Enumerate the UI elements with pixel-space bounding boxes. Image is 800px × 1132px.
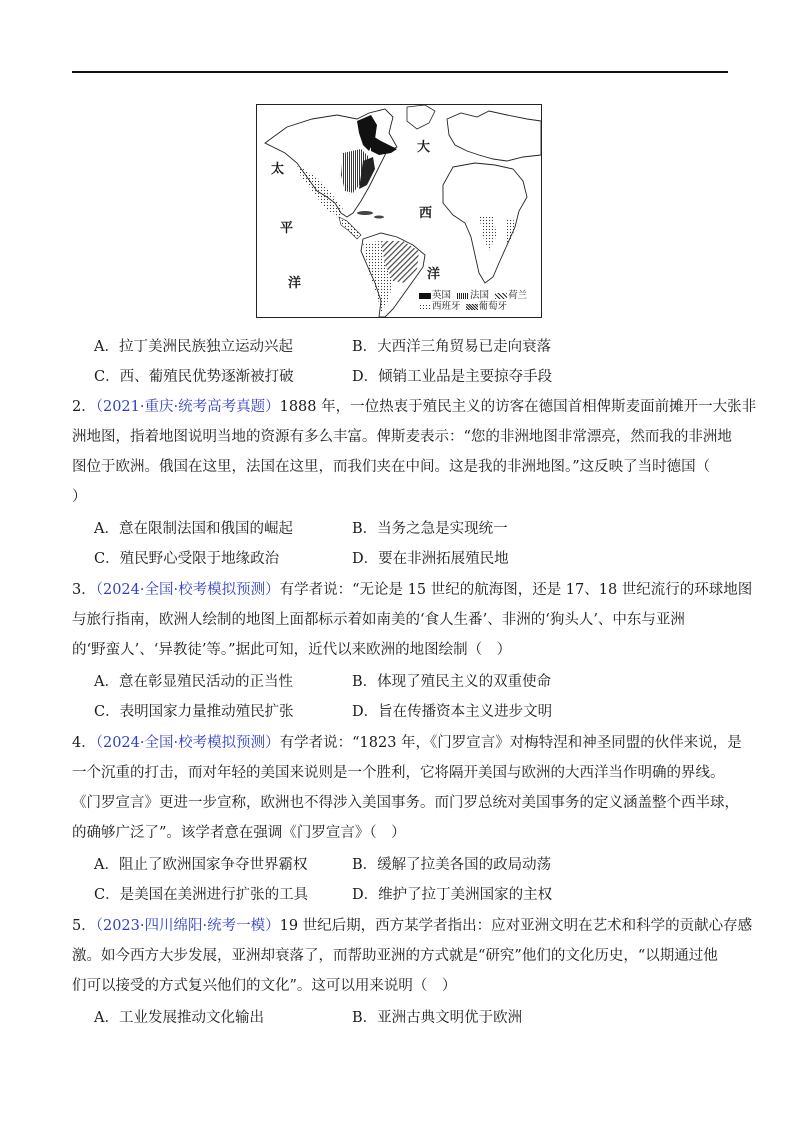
q5-option-a: A．工业发展推动文化输出	[94, 1010, 264, 1026]
q4-option-b: B．缓解了拉美各国的政局动荡	[352, 857, 552, 873]
q4-option-a: A．阻止了欧洲国家争夺世界霸权	[94, 857, 308, 873]
q2-line-4: ）	[72, 489, 87, 505]
q2-text-1: 1888 年，一位热衷于殖民主义的访客在德国首相俾斯麦面前摊开一大张非	[279, 399, 757, 415]
legend-swatch-portugal	[466, 304, 478, 310]
q1-option-d: D．倾销工业品是主要掠夺手段	[352, 369, 553, 385]
legend-france: 法国	[470, 290, 490, 301]
map-label-pacific-1: 太	[271, 162, 285, 177]
header-rule	[72, 71, 728, 73]
q2-option-b: B．当务之急是实现统一	[352, 521, 508, 537]
q4-option-c: C．是美国在美洲进行扩张的工具	[94, 887, 309, 903]
q3-option-b: B．体现了殖民主义的双重使命	[352, 674, 552, 690]
legend-portugal: 葡萄牙	[478, 301, 508, 312]
q5-line-2: 激。如今西方大步发展，亚洲却衰落了，而帮助亚洲的方式就是“研究”他们的文化历史，“以期通过他	[72, 948, 718, 964]
q3-line-2: 与旅行指南，欧洲人绘制的地图上面都标示着如南美的‘食人生番’、非洲的‘狗头人’、中东与亚洲	[72, 612, 685, 628]
q2-line-2: 洲地图，指着地图说明当地的资源有多么丰富。俾斯麦表示：“您的非洲地图非常漂亮，然而我的非洲地	[72, 429, 732, 445]
q1-option-c: C．西、葡殖民优势逐渐被打破	[94, 369, 294, 385]
q4-line-2: 一个沉重的打击，而对年轻的美国来说则是一个胜利，它将隔开美国与欧洲的大西洋当作明确的界线。	[72, 765, 725, 781]
legend-swatch-netherlands	[495, 293, 507, 299]
q3-option-c: C．表明国家力量推动殖民扩张	[94, 704, 294, 720]
q3-line-1	[72, 580, 752, 600]
q1-option-b: B．大西洋三角贸易已走向衰落	[352, 339, 552, 355]
legend-swatch-britain	[419, 293, 431, 299]
map-legend	[419, 290, 527, 312]
q1-option-a: A．拉丁美洲民族独立运动兴起	[94, 339, 293, 355]
q2-option-a: A．意在限制法国和俄国的崛起	[94, 521, 293, 537]
q4-text-1: 有学者说：“1823 年，《门罗宣言》对梅特涅和神圣同盟的伙伴来说，是	[279, 735, 742, 751]
legend-britain: 英国	[432, 290, 452, 301]
q5-text-1: 19 世纪后期，西方某学者指出：应对亚洲文明在艺术和科学的贡献心存感	[279, 918, 753, 934]
q5-number: 5．	[72, 918, 96, 934]
q3-source: （2024·全国·校考模拟预测）	[95, 582, 280, 598]
q5-line-1	[72, 916, 752, 936]
q4-line-3: 《门罗宣言》更进一步宣称，欧洲也不得涉入美国事务。而门罗总统对美国事务的定义涵盖整个西半球，	[72, 795, 739, 811]
map-label-pacific-2: 平	[280, 221, 294, 236]
europe-outline	[447, 111, 541, 161]
legend-netherlands: 荷兰	[508, 290, 528, 301]
map-label-atlantic-1: 大	[417, 140, 431, 155]
q4-line-1	[72, 733, 742, 753]
q2-line-3: 图位于欧洲。俄国在这里，法国在这里，而我们夹在中间。这是我的非洲地图。”这反映了当时德国（	[72, 459, 711, 475]
q2-option-c: C．殖民野心受限于地缘政治	[94, 551, 280, 567]
q2-number: 2．	[72, 399, 96, 415]
q4-number: 4．	[72, 735, 96, 751]
q3-line-3: 的‘野蛮人’、‘异教徒’等。”据此可知，近代以来欧洲的地图绘制（ ）	[72, 642, 512, 658]
map-label-atlantic-2: 西	[419, 206, 433, 221]
colonial-map-figure	[256, 104, 542, 318]
q4-line-4: 的确够广泛了”。该学者意在强调《门罗宣言》（ ）	[72, 825, 406, 841]
legend-spain: 西班牙	[432, 301, 461, 312]
map-label-atlantic-3: 洋	[427, 267, 441, 282]
legend-swatch-spain	[419, 304, 431, 310]
q3-option-a: A．意在彰显殖民活动的正当性	[94, 674, 293, 690]
q2-source: （2021·重庆·统考高考真题）	[95, 399, 280, 415]
q5-line-3: 们可以接受的方式复兴他们的文化”。这可以用来说明（ ）	[72, 978, 457, 994]
q3-text-1: 有学者说：“无论是 15 世纪的航海图，还是 17、18 世纪流行的环球地图	[279, 582, 753, 598]
q2-option-d: D．要在非洲拓展殖民地	[352, 551, 509, 567]
legend-swatch-france	[457, 293, 469, 299]
q2-line-1	[72, 397, 756, 417]
q3-option-d: D．旨在传播资本主义进步文明	[352, 704, 553, 720]
q5-option-b: B．亚洲古典文明优于欧洲	[352, 1010, 523, 1026]
q4-source: （2024·全国·校考模拟预测）	[95, 735, 280, 751]
map-label-pacific-3: 洋	[288, 276, 302, 291]
spanish-territory-north	[297, 165, 343, 217]
q4-option-d: D．维护了拉丁美洲国家的主权	[352, 887, 553, 903]
q5-source: （2023·四川绵阳·统考一模）	[95, 918, 280, 934]
q3-number: 3．	[72, 582, 96, 598]
